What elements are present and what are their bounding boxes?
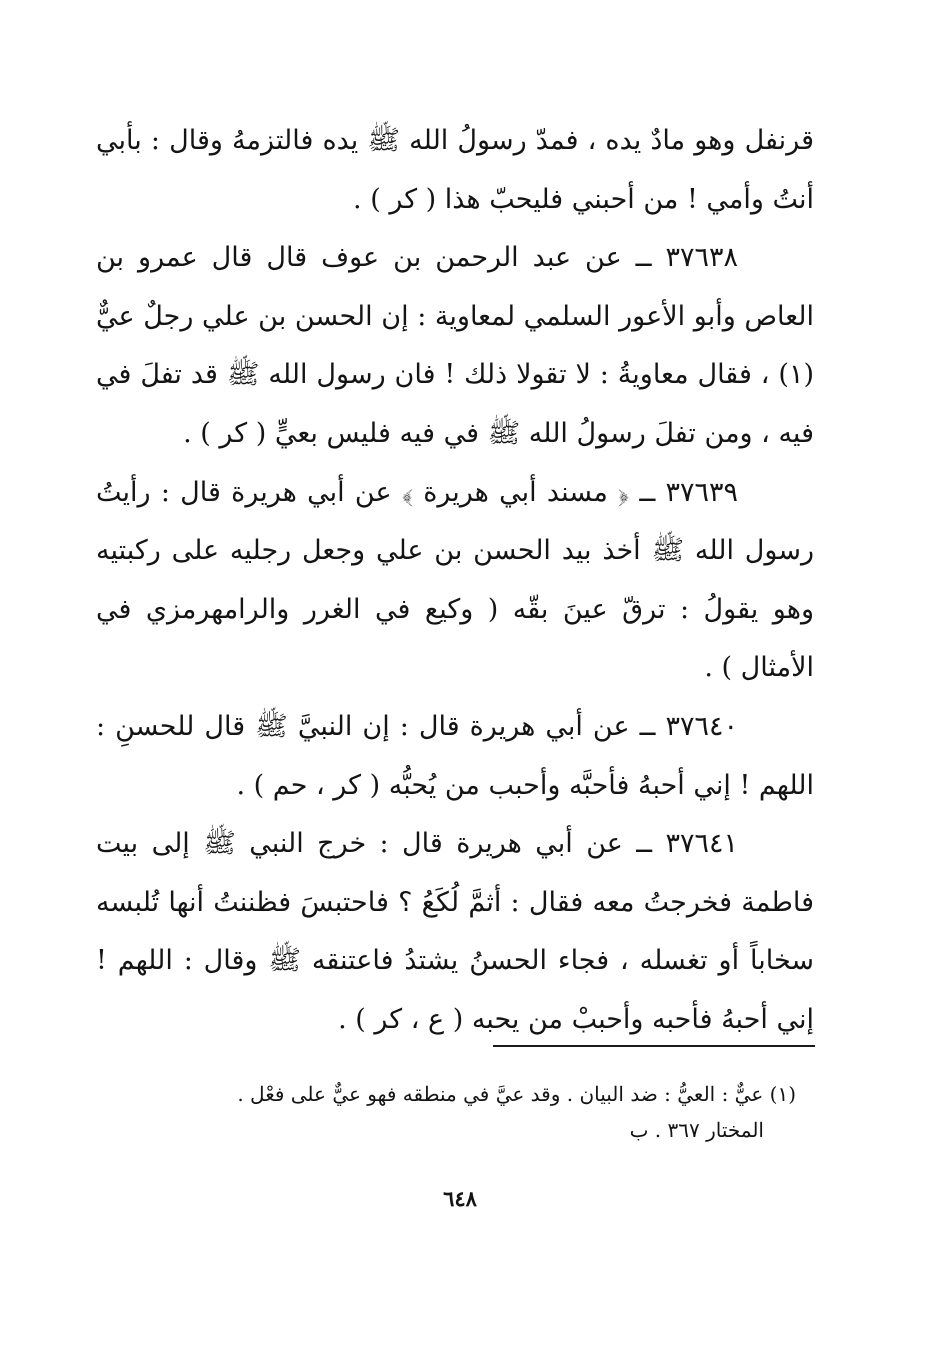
paragraph-continuation: قرنفل وهو مادٌ يده ، فمدّ رسولُ الله ﷺ يده فالتزمهُ وقال : بأبي أنتُ وأمي ! من أحبني فليحبّ هذا ( كر ) . (96, 125, 814, 215)
footnote-divider (493, 1045, 815, 1047)
footnote-line-2: المختار ٣٦٧ . ب (629, 1118, 764, 1142)
hadith-37640: ٣٧٦٤٠ ــ عن أبي هريرة قال : إن النبيَّ ﷺ قال للحسنِ : اللهم ! إني أحبهُ فأحبَّه وأحبب من يُحبُّه ( كر ، حم ) . (96, 710, 814, 801)
page-number: ٦٤٨ (443, 1186, 477, 1211)
footnote (100, 1076, 796, 1148)
hadith-37641: ٣٧٦٤١ ــ عن أبي هريرة قال : خرج النبي ﷺ إلى بيت فاطمة فخرجتُ معه فقال : أثمَّ لُكَعُ ؟ فاحتبسَ فظننتُ أنها تُلبسه سخاباً أو تغسله ، فجاء الحسنُ يشتدُ فاعتنقه ﷺ وقال : اللهم ! إني أحبهُ فأحبه وأحببْ من يحبه ( ع ، كر ) . (96, 828, 814, 1035)
footnote-line-1: (١) عيٌّ : العيُّ : ضد البيان . وقد عيَّ في منطقه فهو عيٌّ على فعْل . (237, 1082, 796, 1106)
hadith-37638: ٣٧٦٣٨ ــ عن عبد الرحمن بن عوف قال قال عمرو بن العاص وأبو الأعور السلمي لمعاوية : إن الحسن بن علي رجلٌ عيٌّ (١) ، فقال معاويةُ : لا تقولا ذلك ! فان رسول الله ﷺ قد تفلَ في فيه ، ومن تفلَ رسولُ الله ﷺ في فيه فليس بعيٍّ ( كر ) . (96, 242, 814, 449)
hadith-37639: ٣٧٦٣٩ ــ ﴿ مسند أبي هريرة ﴾ عن أبي هريرة قال : رأيتُ رسول الله ﷺ أخذ بيد الحسن بن علي وجعل رجليه على ركبتيه وهو يقولُ : ترقّ عينَ بقّه ( وكيع في الغرر والرامهرمزي في الأمثال ) . (96, 476, 814, 684)
main-text (96, 112, 814, 1050)
